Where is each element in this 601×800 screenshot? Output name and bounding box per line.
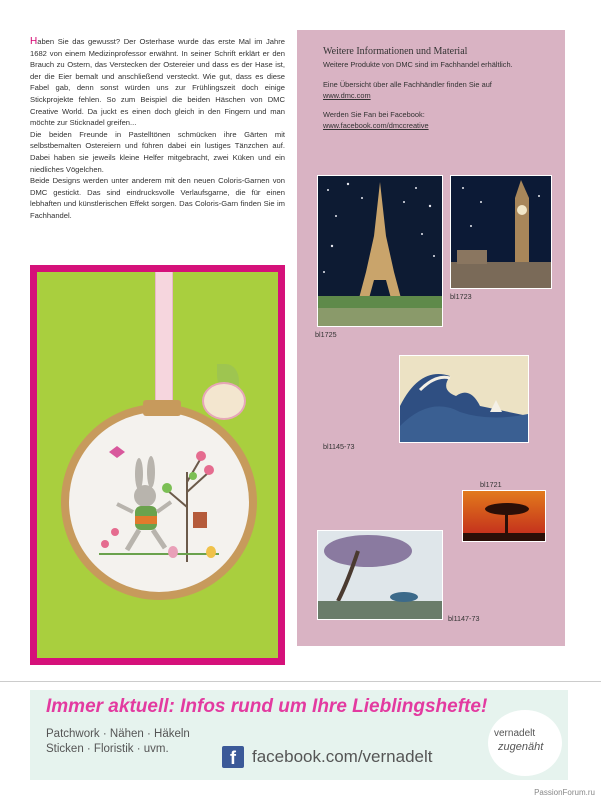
eiffel-tower-pattern (317, 175, 443, 327)
watermark-credit: PassionForum.ru (534, 788, 595, 797)
great-wave-pattern (399, 355, 529, 443)
categories-line-2: Sticken · Floristik · uvm. (46, 743, 169, 755)
vernadelt-logo (488, 710, 562, 776)
dmc-facebook-link[interactable]: www.facebook.com/dmccreative (323, 121, 429, 131)
photo-background (37, 272, 278, 658)
hoop-clasp (143, 400, 181, 416)
paragraph-1-text: aben Sie das gewusst? Der Osterhase wurde das erste Mal im Jahre 1682 von einem Medizinprofessor erwähnt. In seiner Schrift erklärt er den Brauch zu Ostern, das Verstecken der Ostereier und dass es der Hase ist, der die Eier bemalt und anschließend versteckt. Wie gut, dass es diese Fabel gab, denn sonst würden uns zur Frühlingszeit doch einige Stickprojekte fehlen. So zum Beispiel die beiden Häschen von DMC Creative World. Da juckt es einen doch gleich in den Fingern und man möchte zur Sticknadel greifen... (30, 37, 285, 128)
caption-bigben: bl1723 (450, 292, 472, 301)
info-line-facebook (323, 110, 555, 132)
great-wave-image (400, 356, 528, 442)
divider-line (0, 681, 601, 682)
caption-wave: bl1145-73 (323, 442, 355, 451)
caption-sunset: bl1721 (480, 480, 502, 489)
article-text (30, 36, 285, 222)
caption-tree: bl1147-73 (448, 614, 480, 623)
categories-line-1: Patchwork · Nähen · Häkeln (46, 728, 190, 740)
peacock-tree-image (318, 531, 442, 619)
panel-heading: Weitere Informationen und Material (323, 46, 468, 57)
facebook-link[interactable]: facebook.com/vernadelt (252, 747, 433, 766)
caption-eiffel: bl1725 (315, 330, 337, 339)
embroidery-hoop (61, 404, 257, 600)
sunset-tree-pattern (462, 490, 546, 542)
overview-text: Eine Übersicht über alle Fachhändler finden Sie auf (323, 79, 492, 89)
info-line-overview (323, 80, 555, 102)
sunset-tree-image (463, 491, 545, 541)
info-panel (297, 30, 565, 646)
article-paragraph-1 (30, 36, 285, 129)
big-ben-image (451, 176, 551, 288)
drop-initial: H (30, 36, 38, 47)
banner-categories (46, 727, 190, 757)
logo-text-zugenaeht: zugenäht (498, 741, 544, 753)
bunny-stitch-design (69, 412, 249, 592)
info-line-products: Weitere Produkte von DMC sind im Fachhandel erhältlich. (323, 60, 513, 69)
dmc-link[interactable]: www.dmc.com (323, 90, 371, 100)
panel-info (323, 60, 555, 141)
eiffel-tower-image (318, 176, 442, 326)
logo-text-vernadelt: vernadelt (494, 728, 536, 739)
banner-headline: Immer aktuell: Infos rund um Ihre Lieblingshefte! (46, 696, 488, 717)
big-ben-pattern (450, 175, 552, 289)
hoop-cloth (69, 412, 249, 592)
vernadelt-banner (30, 690, 568, 780)
article-paragraph-3: Beide Designs werden unter anderem mit den neuen Coloris-Garnen von DMC gestickt. Das sind eindrucksvolle Verlaufsgarne, die für einen lebhaften und künstlerischen Effekt sorgen. Das Coloris-Garn finden Sie im Fachhandel. (30, 176, 285, 220)
article-paragraph-2: Die beiden Freunde in Pastelltönen schmücken ihre Gärten mit selbstbemalten Ostereiern und führen dabei ein lustiges Tänzchen auf. Dabei haben sie jeweils kleine Helfer mitgebracht, zwei Küken und ein niedliches Vögelchen. (30, 129, 285, 174)
facebook-icon: f (222, 746, 244, 768)
facebook-prompt: Werden Sie Fan bei Facebook: (323, 110, 425, 120)
peacock-tree-pattern (317, 530, 443, 620)
embroidery-hoop-photo (30, 265, 285, 665)
